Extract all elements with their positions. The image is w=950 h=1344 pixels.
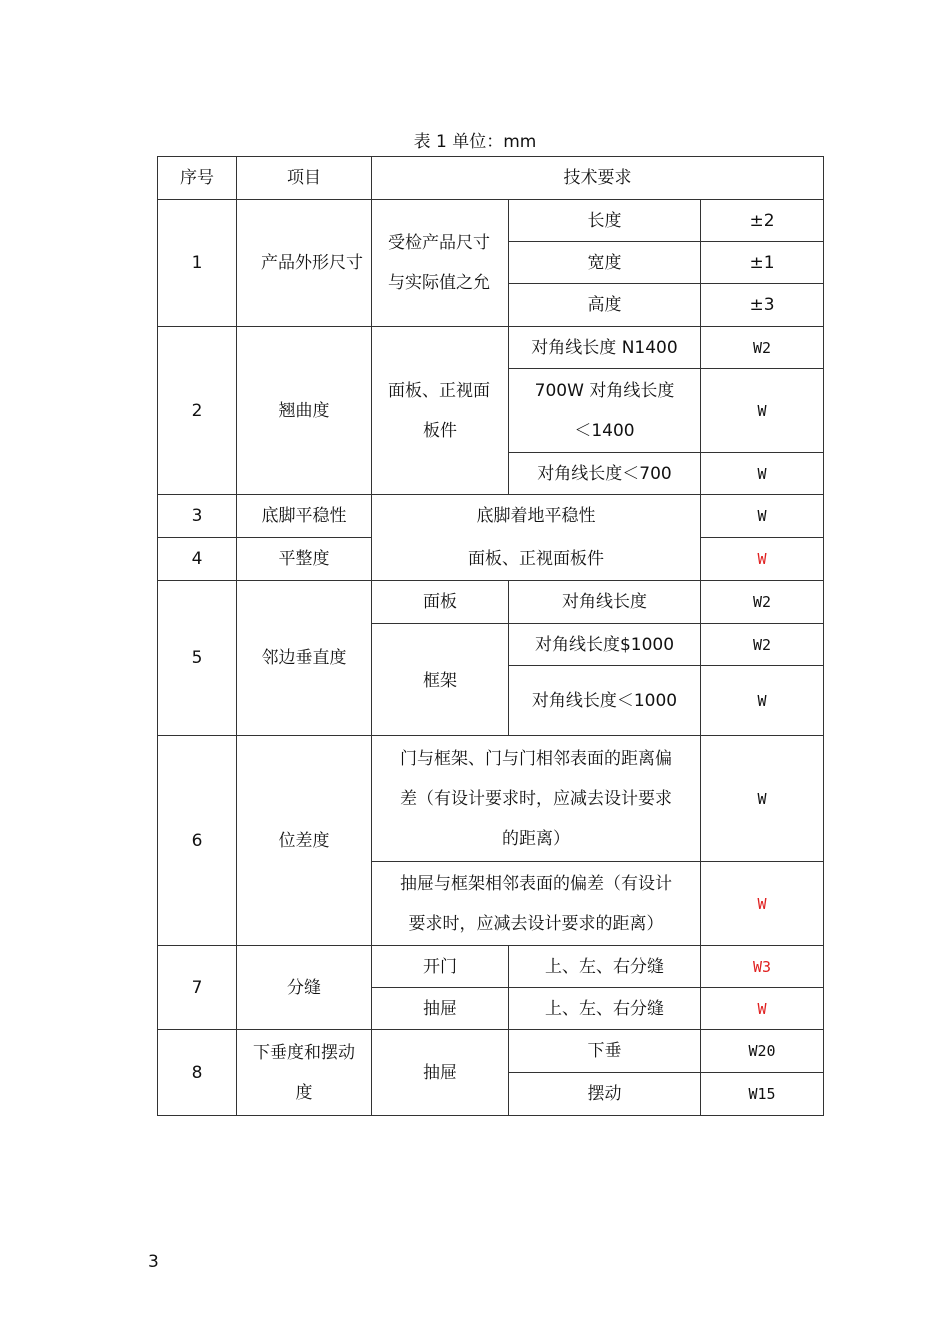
row-item: 分缝 (237, 946, 372, 1030)
spec-label: 700W 对角线长度 ＜1400 (509, 369, 701, 453)
spec-label: 宽度 (509, 242, 701, 284)
spec-value: ±2 (701, 200, 824, 242)
row-item: 产品外形尺寸 (237, 200, 372, 327)
row-category (372, 327, 509, 495)
row-no: 3 (158, 495, 237, 538)
category-line-1: 面板、正视面 (388, 380, 490, 401)
spec-value: W (701, 453, 824, 495)
spec-label: 摆动 (509, 1073, 701, 1116)
spec-label: 对角线长度 N1400 (509, 327, 701, 369)
spec-value: W15 (701, 1073, 824, 1116)
spec-value: W (701, 369, 824, 453)
table-caption: 表 1 单位：mm (413, 132, 537, 152)
row-no: 7 (158, 946, 237, 1030)
row-item: 邻边垂直度 (237, 581, 372, 736)
spec-value: W2 (701, 581, 824, 624)
spec-value: W (701, 736, 824, 862)
spec-value: W20 (701, 1030, 824, 1073)
category-line-1: 受检产品尺寸 (388, 233, 490, 253)
row-description: 抽屉与框架相邻表面的偏差（有设计 要求时，应减去设计要求的距离） (372, 862, 701, 946)
row-no: 5 (158, 581, 237, 736)
spec-value: W (701, 495, 824, 538)
spec-label: 上、左、右分缝 (509, 946, 701, 988)
row-category: 抽屉 (372, 1030, 509, 1116)
spec-label: 对角线长度$1000 (509, 624, 701, 666)
spec-value: ±1 (701, 242, 824, 284)
spec-value: W (701, 666, 824, 736)
table-row (158, 327, 824, 369)
row-no: 6 (158, 736, 237, 946)
row-item: 底脚平稳性 (237, 495, 372, 538)
row-category: 框架 (372, 624, 509, 736)
row-item: 平整度 (237, 538, 372, 581)
spec-value-highlighted: W (701, 862, 824, 946)
table-row (158, 200, 824, 242)
table-row (158, 581, 824, 624)
row-item: 位差度 (237, 736, 372, 946)
spec-label: 高度 (509, 284, 701, 327)
category-line-2: 板件 (423, 420, 457, 441)
row-category (372, 200, 509, 327)
spec-value: W2 (701, 624, 824, 666)
row-no: 2 (158, 327, 237, 495)
spec-label: 对角线长度 (509, 581, 701, 624)
spec-label: 下垂 (509, 1030, 701, 1073)
row-description: 门与框架、门与门相邻表面的距离偏 差（有设计要求时，应减去设计要求 的距离） (372, 736, 701, 862)
spec-label: 长度 (509, 200, 701, 242)
row-category: 抽屉 (372, 988, 509, 1030)
header-no: 序号 (158, 157, 237, 200)
table-row (158, 495, 824, 538)
spec-value: ±3 (701, 284, 824, 327)
page-number: 3 (148, 1252, 159, 1272)
row-category: 面板 (372, 581, 509, 624)
spec-value-highlighted: W3 (701, 946, 824, 988)
table-row (158, 736, 824, 862)
header-requirement: 技术要求 (372, 157, 824, 200)
row-no: 8 (158, 1030, 237, 1116)
category-line-2: 与实际值之允 (388, 273, 490, 293)
spec-value: W2 (701, 327, 824, 369)
spec-value-highlighted: W (701, 538, 824, 581)
row-description: 底脚着地平稳性 面板、正视面板件 (372, 495, 701, 581)
table-row (158, 946, 824, 988)
row-no: 4 (158, 538, 237, 581)
row-item: 翘曲度 (237, 327, 372, 495)
header-row (158, 157, 824, 200)
technical-requirements-table (157, 156, 824, 1116)
row-item: 下垂度和摆动 度 (237, 1030, 372, 1116)
spec-label: 对角线长度＜1000 (509, 666, 701, 736)
header-item: 项目 (237, 157, 372, 200)
spec-label: 对角线长度＜700 (509, 453, 701, 495)
row-no: 1 (158, 200, 237, 327)
spec-value-highlighted: W (701, 988, 824, 1030)
row-category: 开门 (372, 946, 509, 988)
table-row (158, 1030, 824, 1073)
spec-label: 上、左、右分缝 (509, 988, 701, 1030)
